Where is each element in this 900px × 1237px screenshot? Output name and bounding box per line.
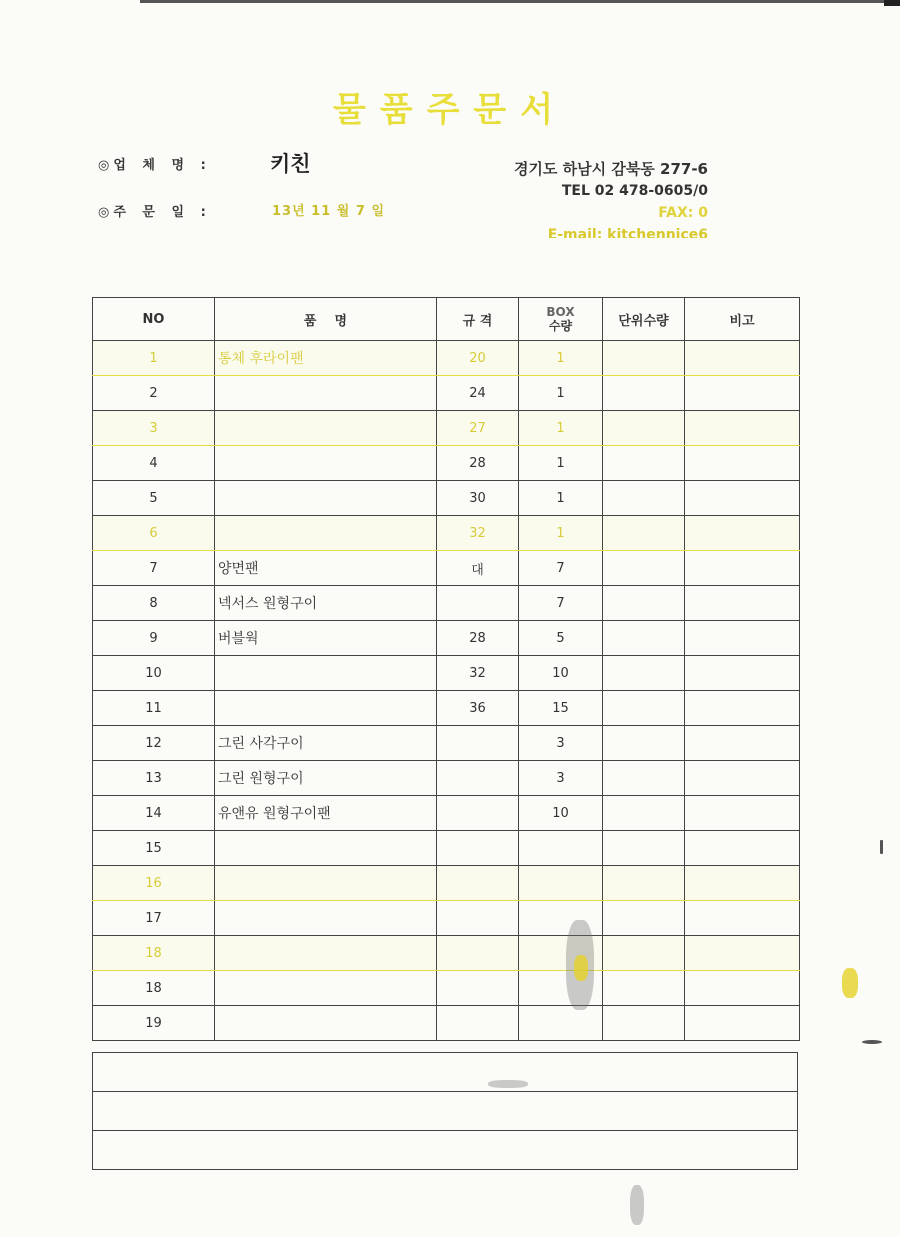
row-unit-qty [603,411,685,446]
row-no: 3 [93,411,215,446]
row-note [685,971,800,1006]
row-note [685,761,800,796]
row-item-name [215,691,437,726]
row-unit-qty [603,656,685,691]
row-unit-qty [603,831,685,866]
row-spec [437,831,519,866]
row-note [685,621,800,656]
row-spec: 32 [437,656,519,691]
row-unit-qty [603,341,685,376]
row-no: 19 [93,1006,215,1041]
blank-row [93,1131,798,1170]
row-item-name: 넥서스 원형구이 [215,586,437,621]
vendor-label: 업 체 명 : [113,158,212,173]
blank-cell [93,1131,798,1170]
row-note [685,551,800,586]
row-note [685,341,800,376]
row-unit-qty [603,936,685,971]
row-item-name [215,376,437,411]
row-unit-qty [603,901,685,936]
table-row [93,866,800,901]
row-note [685,831,800,866]
top-border-mark [884,0,900,6]
row-note [685,796,800,831]
row-unit-qty [603,481,685,516]
table-header-row [93,298,800,341]
row-box-qty: 3 [519,726,603,761]
row-box-qty: 15 [519,691,603,726]
row-box-qty: 5 [519,621,603,656]
date-label-row [98,201,212,220]
header-note: 비고 [685,298,800,341]
row-spec [437,901,519,936]
row-item-name: 통체 후라이팬 [215,341,437,376]
contact-block [490,158,708,238]
row-note [685,656,800,691]
row-box-qty: 1 [519,411,603,446]
row-spec [437,796,519,831]
row-unit-qty [603,551,685,586]
row-item-name [215,901,437,936]
row-unit-qty [603,761,685,796]
row-spec: 24 [437,376,519,411]
table-row [93,551,800,586]
row-box-qty: 10 [519,796,603,831]
row-item-name [215,656,437,691]
row-box-qty: 7 [519,551,603,586]
row-item-name: 양면팬 [215,551,437,586]
top-border-line [140,0,900,3]
order-table [92,297,800,1041]
row-no: 5 [93,481,215,516]
row-note [685,376,800,411]
table-row [93,481,800,516]
row-spec [437,936,519,971]
row-no: 12 [93,726,215,761]
row-spec [437,726,519,761]
row-no: 9 [93,621,215,656]
row-unit-qty [603,691,685,726]
row-item-name [215,831,437,866]
table-row [93,936,800,971]
contact-tel: TEL 02 478-0605/0 [561,183,708,199]
row-box-qty: 7 [519,586,603,621]
header-box-top: BOX [546,305,575,319]
row-no: 10 [93,656,215,691]
row-unit-qty [603,866,685,901]
row-note [685,1006,800,1041]
yellow-stain [842,968,858,998]
row-item-name [215,516,437,551]
row-unit-qty [603,586,685,621]
table-row [93,901,800,936]
blank-cell [93,1092,798,1131]
row-no: 4 [93,446,215,481]
bullet-icon: ◎ [98,158,110,173]
table-row [93,586,800,621]
row-no: 8 [93,586,215,621]
row-unit-qty [603,621,685,656]
scan-smudge [488,1080,528,1088]
scan-speck [862,1040,882,1044]
row-note [685,481,800,516]
row-no: 16 [93,866,215,901]
vendor-name: 키친 [270,152,311,176]
row-item-name [215,411,437,446]
blank-cell [93,1053,798,1092]
header-no: NO [93,298,215,341]
row-item-name [215,446,437,481]
row-item-name: 버블웍 [215,621,437,656]
row-unit-qty [603,516,685,551]
row-unit-qty [603,726,685,761]
row-spec [437,1006,519,1041]
header-box-qty [519,298,603,341]
yellow-stain [574,955,588,981]
row-unit-qty [603,446,685,481]
row-no: 18 [93,971,215,1006]
table-row [93,621,800,656]
row-box-qty [519,866,603,901]
row-no: 13 [93,761,215,796]
table-row [93,341,800,376]
row-item-name [215,481,437,516]
row-note [685,726,800,761]
row-note [685,936,800,971]
bullet-icon: ◎ [98,205,110,220]
table-row [93,971,800,1006]
row-no: 2 [93,376,215,411]
contact-email: E-mail: kitchennice6 [547,227,708,238]
table-row [93,411,800,446]
row-box-qty [519,1006,603,1041]
table-row [93,761,800,796]
row-spec [437,586,519,621]
table-row [93,831,800,866]
scan-speck [880,840,883,854]
row-spec: 32 [437,516,519,551]
row-unit-qty [603,376,685,411]
table-row [93,656,800,691]
blank-row [93,1053,798,1092]
row-box-qty: 1 [519,516,603,551]
header-spec: 규 격 [437,298,519,341]
row-item-name [215,866,437,901]
row-item-name: 유앤유 원형구이팬 [215,796,437,831]
vendor-label-row [98,154,212,173]
row-no: 17 [93,901,215,936]
table-body [93,341,800,1041]
row-unit-qty [603,971,685,1006]
row-spec [437,761,519,796]
row-spec: 28 [437,446,519,481]
row-spec: 27 [437,411,519,446]
table-row [93,691,800,726]
row-box-qty: 1 [519,376,603,411]
row-item-name [215,971,437,1006]
row-spec: 36 [437,691,519,726]
table-row [93,1006,800,1041]
row-box-qty: 10 [519,656,603,691]
row-spec: 30 [437,481,519,516]
blank-row [93,1092,798,1131]
row-box-qty: 1 [519,341,603,376]
table-row [93,446,800,481]
row-note [685,446,800,481]
row-spec [437,971,519,1006]
row-no: 6 [93,516,215,551]
row-box-qty: 1 [519,446,603,481]
row-unit-qty [603,1006,685,1041]
row-spec [437,866,519,901]
row-no: 14 [93,796,215,831]
table-row [93,376,800,411]
table-row [93,796,800,831]
row-spec: 대 [437,551,519,586]
table-row [93,726,800,761]
row-note [685,866,800,901]
row-item-name: 그린 원형구이 [215,761,437,796]
document-title: 물품주문서 [332,90,568,130]
order-date: 13년 11 월 7 일 [272,204,386,219]
row-item-name [215,1006,437,1041]
row-item-name: 그린 사각구이 [215,726,437,761]
contact-fax: FAX: 0 [658,205,708,221]
row-note [685,516,800,551]
row-note [685,901,800,936]
header-name: 품 명 [215,298,437,341]
contact-address: 경기도 하남시 감북동 277-6 [513,160,708,178]
row-no: 11 [93,691,215,726]
row-note [685,586,800,621]
header-box-bottom: 수량 [548,319,573,333]
row-unit-qty [603,796,685,831]
row-no: 15 [93,831,215,866]
table-row [93,516,800,551]
row-box-qty: 1 [519,481,603,516]
date-label: 주 문 일 : [113,205,212,220]
blank-footer-table [92,1052,798,1170]
row-box-qty: 3 [519,761,603,796]
row-no: 1 [93,341,215,376]
row-spec: 28 [437,621,519,656]
row-item-name [215,936,437,971]
row-spec: 20 [437,341,519,376]
row-no: 7 [93,551,215,586]
row-note [685,691,800,726]
header-unit-qty: 단위수량 [603,298,685,341]
row-note [685,411,800,446]
row-no: 18 [93,936,215,971]
row-box-qty [519,831,603,866]
scan-smudge [630,1185,644,1225]
